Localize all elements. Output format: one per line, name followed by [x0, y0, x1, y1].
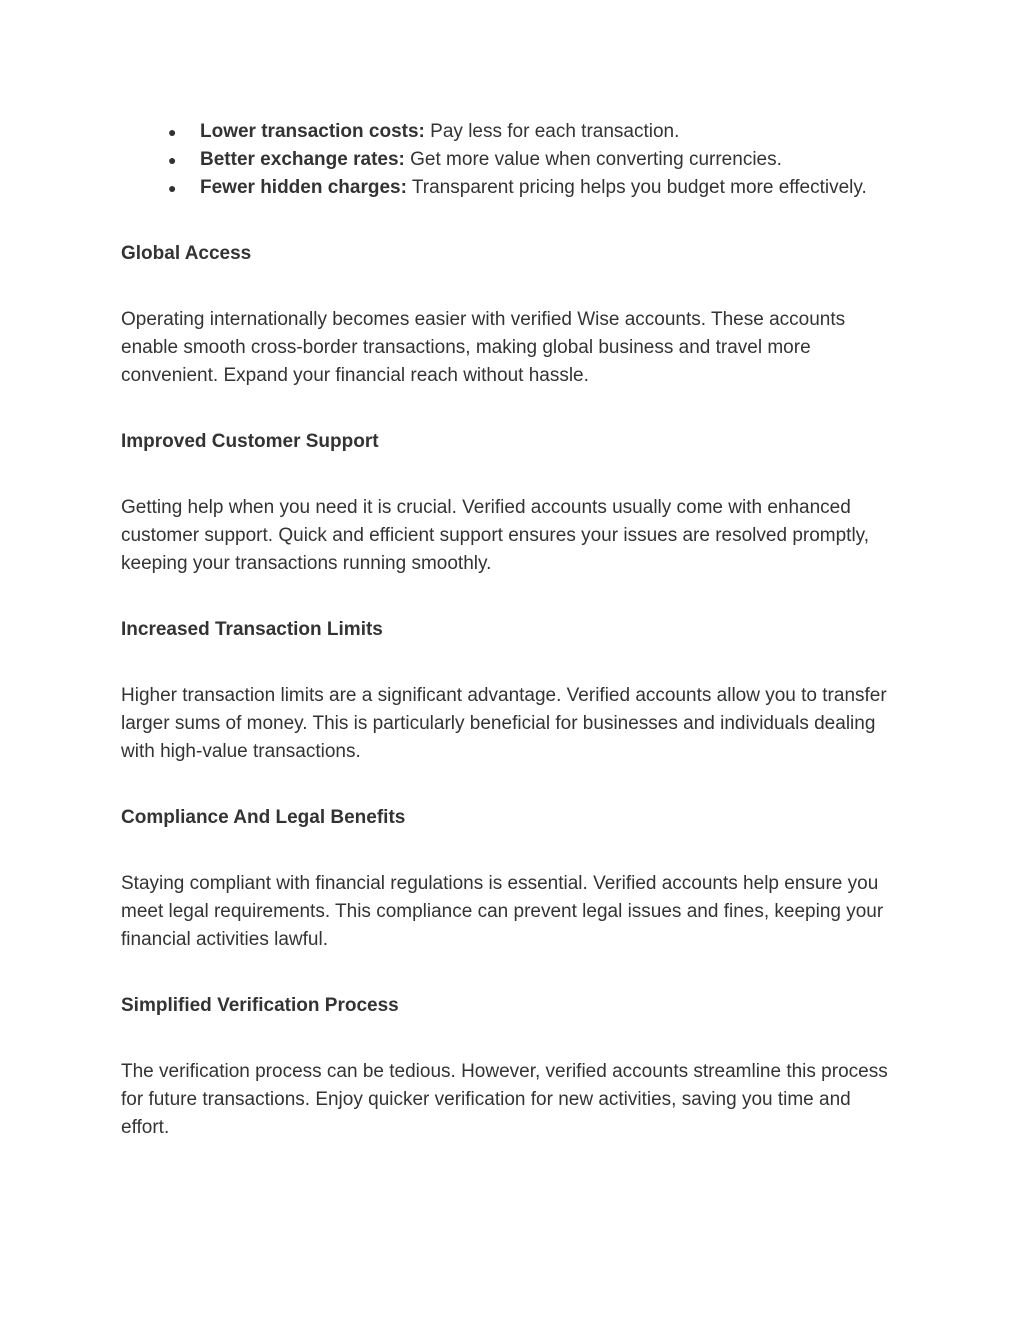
bullet-text: Transparent pricing helps you budget more effectively. [406, 177, 867, 198]
list-item [121, 118, 901, 146]
bullet-icon: ● [168, 180, 177, 196]
section-global-access [121, 240, 901, 390]
bullet-icon: ● [168, 124, 177, 140]
bullet-bold-label: Fewer hidden charges: [200, 177, 407, 198]
section-paragraph: Staying compliant with financial regulations is essential. Verified accounts help ensure you meet legal requirements. This compliance can prevent legal issues and fines, keeping your financial activities lawful. [121, 873, 884, 950]
list-item [121, 174, 901, 202]
list-item [121, 146, 901, 174]
section-paragraph: The verification process can be tedious. However, verified accounts streamline this process for future transactions. Enjoy quicker verification for new activities, saving you time and effort. [121, 1061, 888, 1138]
bullet-bold-label: Lower transaction costs: [200, 121, 425, 142]
section-heading: Compliance And Legal Benefits [121, 807, 406, 828]
bullet-icon: ● [168, 152, 177, 168]
section-heading: Increased Transaction Limits [121, 619, 383, 640]
document-content [121, 118, 901, 1142]
section-verification-process [121, 992, 901, 1142]
section-paragraph: Getting help when you need it is crucial. Verified accounts usually come with enhanced customer support. Quick and efficient support ensures your issues are resolved promptly, keeping your transactions running smoothly. [121, 497, 870, 574]
section-heading: Improved Customer Support [121, 431, 379, 452]
bullet-text: Get more value when converting currencies. [404, 149, 782, 170]
section-transaction-limits [121, 616, 901, 766]
section-paragraph: Higher transaction limits are a significant advantage. Verified accounts allow you to transfer larger sums of money. This is particularly beneficial for businesses and individuals dealing with high-value transactions. [121, 685, 887, 762]
section-paragraph: Operating internationally becomes easier with verified Wise accounts. These accounts enable smooth cross-border transactions, making global business and travel more convenient. Expand your financial reach without hassle. [121, 309, 846, 386]
section-compliance-legal [121, 804, 901, 954]
bullet-bold-label: Better exchange rates: [200, 149, 405, 170]
benefits-bullet-list [121, 118, 901, 202]
bullet-text: Pay less for each transaction. [424, 121, 680, 142]
section-customer-support [121, 428, 901, 578]
section-heading: Simplified Verification Process [121, 995, 399, 1016]
section-heading: Global Access [121, 243, 252, 264]
